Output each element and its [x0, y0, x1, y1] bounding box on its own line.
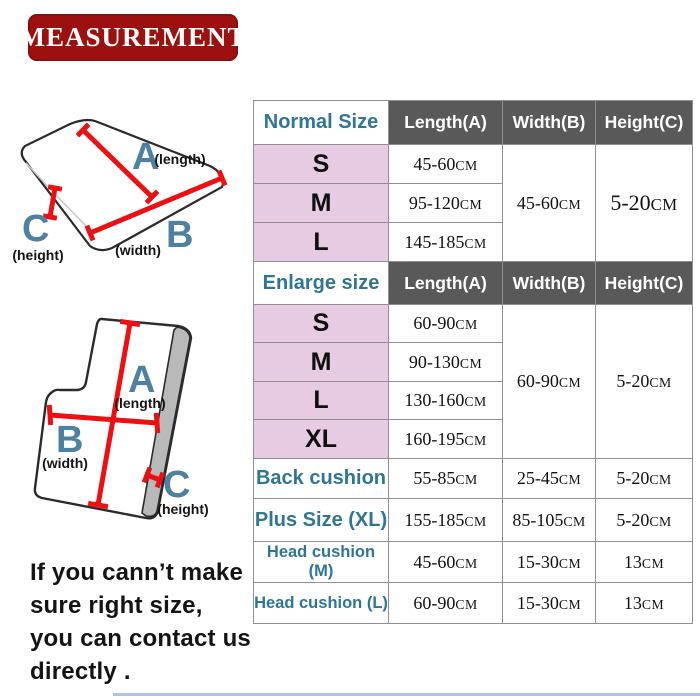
row-label-head-cushion-m: Head cushion (M)	[254, 542, 389, 583]
table-row	[254, 305, 693, 343]
height-value: 5-20CM	[596, 305, 693, 459]
label-a-sub: (length)	[114, 395, 166, 411]
height-value: 5-20CM	[596, 499, 693, 542]
length-column-header: Length(A)	[389, 101, 503, 145]
height-value: 5-20CM	[596, 145, 693, 262]
length-value: 45-60CM	[389, 542, 503, 583]
bottom-divider-line	[113, 693, 700, 696]
sofa-cover-diagram	[20, 290, 240, 540]
length-value: 60-90CM	[389, 305, 503, 343]
row-label-head-cushion-l: Head cushion (L)	[254, 583, 389, 624]
table-row	[254, 542, 693, 583]
note-line: you can contact us	[30, 625, 251, 652]
table-row	[254, 262, 693, 305]
width-value: 45-60CM	[503, 145, 596, 262]
table-row	[254, 499, 693, 542]
label-b: B	[166, 214, 194, 256]
length-value: 145-185CM	[389, 223, 503, 262]
height-column-header: Height(C)	[596, 101, 693, 145]
label-b-sub: (width)	[42, 455, 88, 471]
label-a: A	[128, 359, 156, 401]
length-value: 155-185CM	[389, 499, 503, 542]
note-line: If you cann’t make	[30, 559, 243, 586]
label-c-sub: (height)	[157, 501, 209, 517]
table-row	[254, 583, 693, 624]
size-cell: L	[254, 223, 389, 262]
length-column-header: Length(A)	[389, 262, 503, 305]
note-line: sure right size,	[30, 592, 203, 619]
size-measurement-table	[253, 100, 693, 624]
page-title: MEASUREMENT	[19, 22, 247, 52]
length-value: 130-160CM	[389, 382, 503, 420]
length-value: 45-60CM	[389, 145, 503, 184]
size-cell: XL	[254, 420, 389, 459]
length-value: 90-130CM	[389, 343, 503, 382]
width-value: 25-45CM	[503, 459, 596, 499]
size-cell: S	[254, 145, 389, 184]
length-value: 95-120CM	[389, 184, 503, 223]
width-value: 85-105CM	[503, 499, 596, 542]
width-value: 15-30CM	[503, 542, 596, 583]
width-column-header: Width(B)	[503, 262, 596, 305]
size-cell: S	[254, 305, 389, 343]
label-a-sub: (length)	[154, 151, 206, 167]
width-column-header: Width(B)	[503, 101, 596, 145]
note-line: directly .	[30, 658, 131, 685]
length-value: 160-195CM	[389, 420, 503, 459]
enlarge-size-header: Enlarge size	[254, 262, 389, 305]
label-c: C	[22, 208, 50, 250]
width-value: 15-30CM	[503, 583, 596, 624]
height-value: 13CM	[596, 542, 693, 583]
table-row	[254, 101, 693, 145]
row-label-back-cushion: Back cushion	[254, 459, 389, 499]
label-a: A	[132, 136, 160, 178]
table-row	[254, 145, 693, 184]
normal-size-header: Normal Size	[254, 101, 389, 145]
size-cell: M	[254, 184, 389, 223]
size-cell: M	[254, 343, 389, 382]
contact-note	[30, 556, 251, 688]
height-value: 5-20CM	[596, 459, 693, 499]
label-c-sub: (height)	[12, 247, 64, 263]
height-column-header: Height(C)	[596, 262, 693, 305]
measurement-title-badge	[19, 14, 247, 61]
length-value: 55-85CM	[389, 459, 503, 499]
seat-cushion-diagram	[0, 90, 250, 285]
label-c: C	[163, 464, 191, 506]
label-b-sub: (width)	[115, 242, 161, 258]
row-label-plus-size: Plus Size (XL)	[254, 499, 389, 542]
width-value: 60-90CM	[503, 305, 596, 459]
height-value: 13CM	[596, 583, 693, 624]
size-cell: L	[254, 382, 389, 420]
length-value: 60-90CM	[389, 583, 503, 624]
label-b: B	[56, 419, 84, 461]
table-row	[254, 459, 693, 499]
